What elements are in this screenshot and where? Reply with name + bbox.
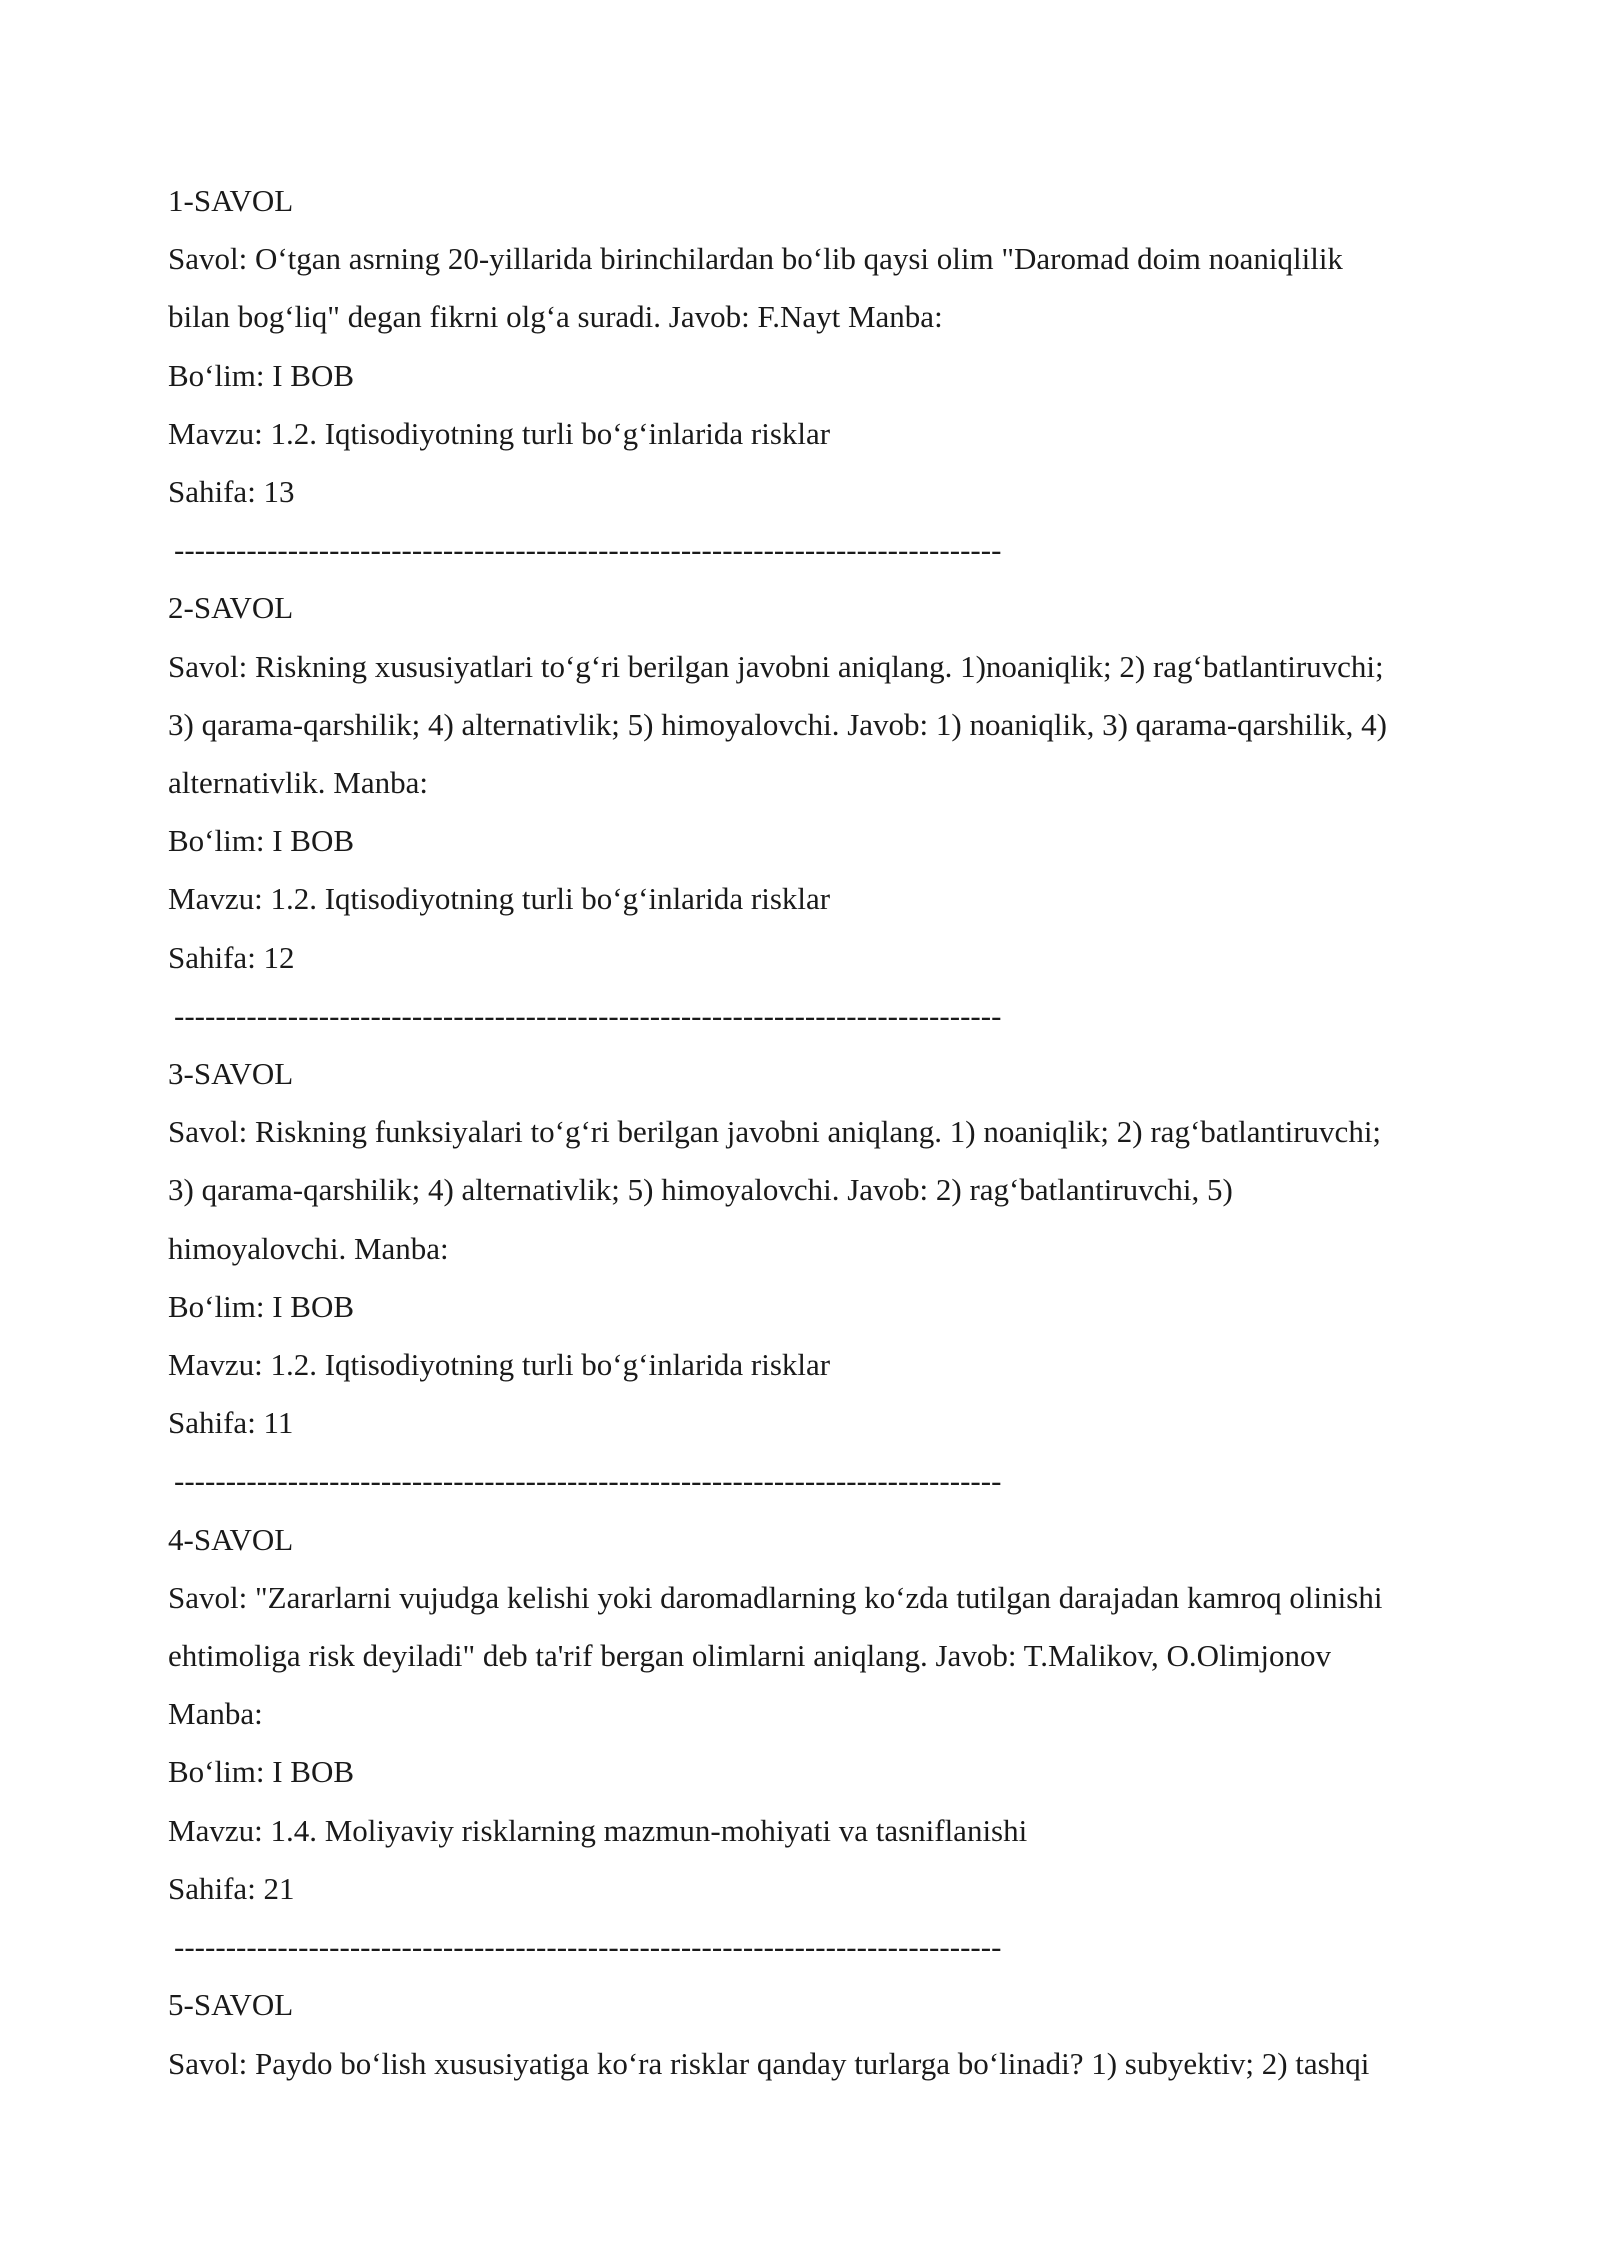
bolim-line: Bo‘lim: I BOB — [168, 357, 355, 393]
question-block — [168, 1976, 1458, 2092]
question-heading: 3-SAVOL — [168, 1056, 294, 1092]
question-heading: 5-SAVOL — [168, 1987, 294, 2023]
question-text-line: Savol: "Zararlarni vujudga kelishi yoki daromadlarning ko‘zda tutilgan darajadan kamroq olinishi — [168, 1579, 1383, 1615]
bolim-line: Bo‘lim: I BOB — [168, 823, 355, 859]
bolim-line: Bo‘lim: I BOB — [168, 1754, 355, 1790]
sahifa-line: Sahifa: 12 — [168, 939, 295, 975]
question-block — [168, 172, 1458, 579]
document-body — [168, 172, 1458, 2093]
question-text-line: Savol: O‘tgan asrning 20-yillarida birinchilardan bo‘lib qaysi olim "Daromad doim noaniqlilik — [168, 241, 1343, 277]
separator-line: -------------------------------------------------------------------------------- — [174, 1929, 1002, 1965]
question-text-line: 3) qarama-qarshilik; 4) alternativlik; 5) himoyalovchi. Javob: 1) noaniqlik, 3) qarama-qarshilik, 4) — [168, 706, 1387, 742]
sahifa-line: Sahifa: 11 — [168, 1405, 294, 1441]
question-text-line: ehtimoliga risk deyiladi" deb ta'rif bergan olimlarni aniqlang. Javob: T.Malikov, O.Olimjonov — [168, 1638, 1332, 1674]
bolim-line: Bo‘lim: I BOB — [168, 1288, 355, 1324]
separator-line: -------------------------------------------------------------------------------- — [174, 997, 1002, 1033]
question-block — [168, 1045, 1458, 1511]
question-text-line: Savol: Paydo bo‘lish xususiyatiga ko‘ra risklar qanday turlarga bo‘linadi? 1) subyektiv; 2) tashqi — [168, 2045, 1370, 2081]
question-heading: 4-SAVOL — [168, 1521, 294, 1557]
separator-line: -------------------------------------------------------------------------------- — [174, 1463, 1002, 1499]
question-text-line: bilan bog‘liq" degan fikrni olg‘a suradi. Javob: F.Nayt Manba: — [168, 299, 943, 335]
question-text-line: Manba: — [168, 1696, 263, 1732]
mavzu-line: Mavzu: 1.2. Iqtisodiyotning turli bo‘g‘inlarida risklar — [168, 415, 831, 451]
separator-line: -------------------------------------------------------------------------------- — [174, 532, 1002, 568]
question-text-line: Savol: Riskning funksiyalari to‘g‘ri berilgan javobni aniqlang. 1) noaniqlik; 2) rag‘batlantiruvchi; — [168, 1114, 1382, 1150]
sahifa-line: Sahifa: 21 — [168, 1870, 295, 1906]
mavzu-line: Mavzu: 1.4. Moliyaviy risklarning mazmun-mohiyati va tasniflanishi — [168, 1812, 1028, 1848]
sahifa-line: Sahifa: 13 — [168, 474, 295, 510]
question-block — [168, 579, 1458, 1045]
question-block — [168, 1511, 1458, 1977]
question-text-line: himoyalovchi. Manba: — [168, 1230, 449, 1266]
mavzu-line: Mavzu: 1.2. Iqtisodiyotning turli bo‘g‘inlarida risklar — [168, 881, 831, 917]
question-heading: 1-SAVOL — [168, 183, 294, 218]
question-text-line: 3) qarama-qarshilik; 4) alternativlik; 5) himoyalovchi. Javob: 2) rag‘batlantiruvchi, 5) — [168, 1172, 1233, 1208]
mavzu-line: Mavzu: 1.2. Iqtisodiyotning turli bo‘g‘inlarida risklar — [168, 1347, 831, 1383]
question-text-line: alternativlik. Manba: — [168, 765, 428, 801]
question-heading: 2-SAVOL — [168, 590, 294, 626]
question-text-line: Savol: Riskning xususiyatlari to‘g‘ri berilgan javobni aniqlang. 1)noaniqlik; 2) rag‘batlantiruvchi; — [168, 648, 1384, 684]
